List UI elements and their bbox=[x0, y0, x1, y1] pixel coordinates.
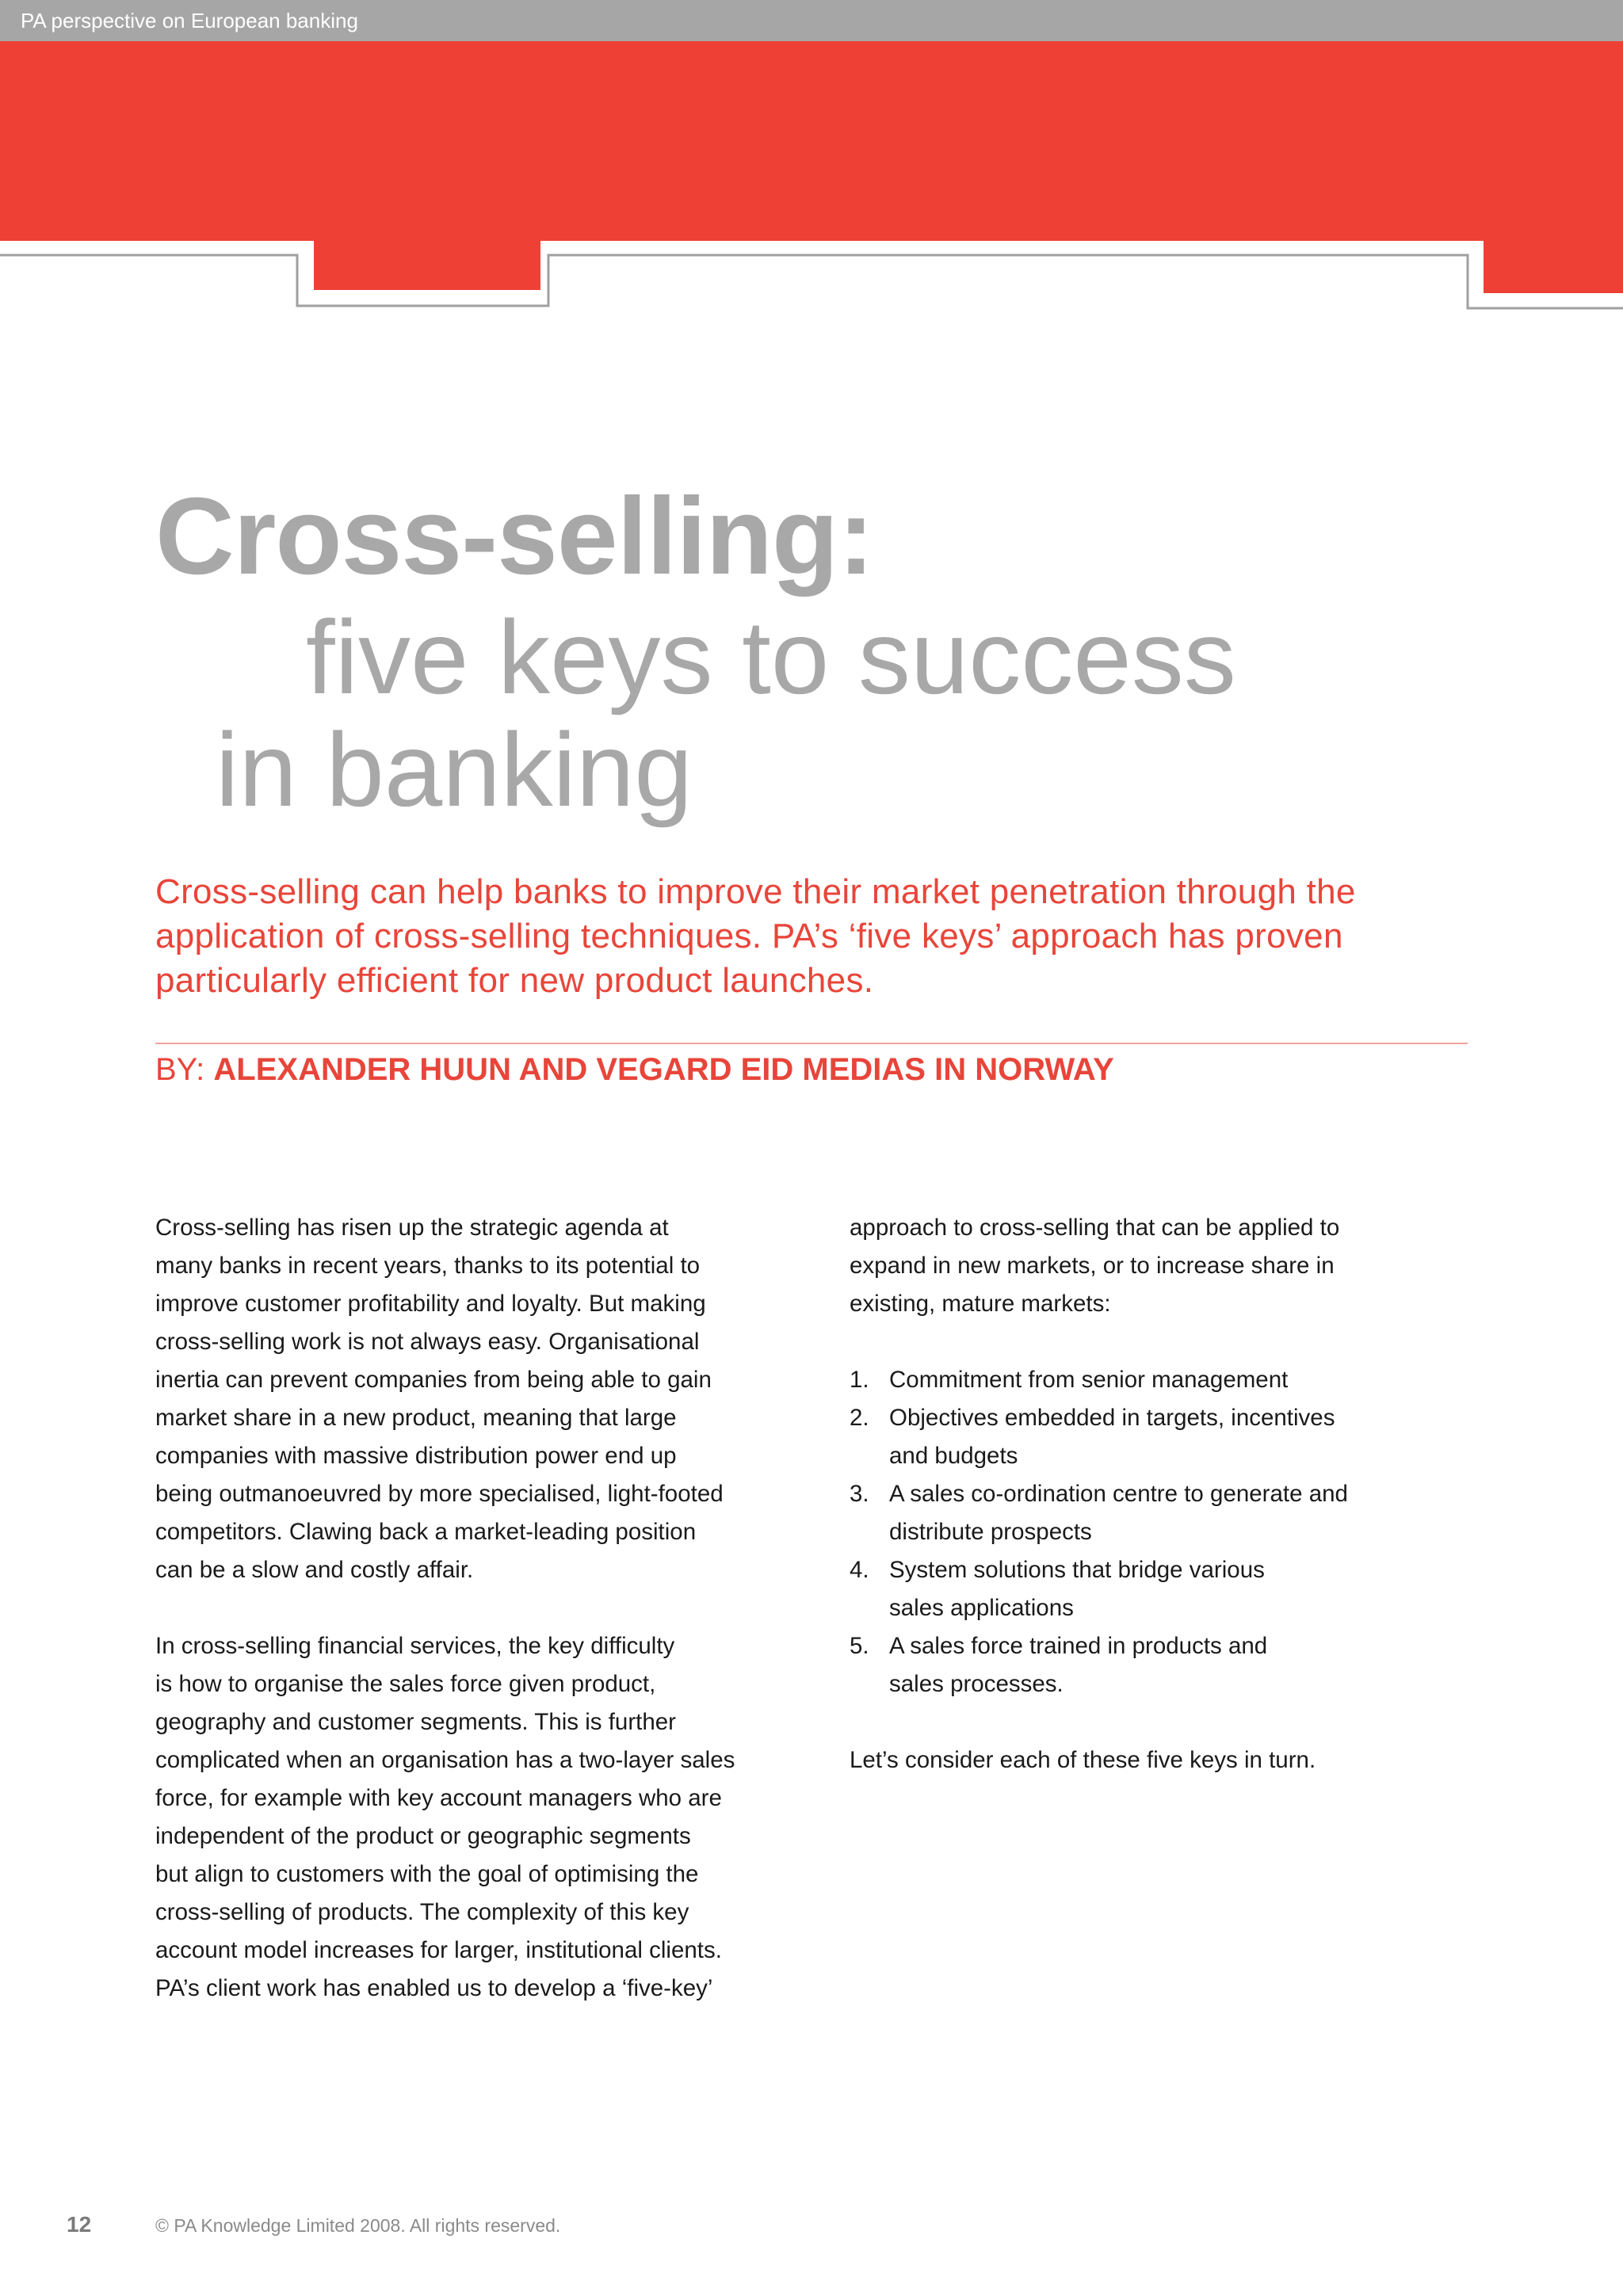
text-line: Let’s consider each of these five keys in turn. bbox=[850, 1747, 1316, 1773]
list-item bbox=[850, 1399, 1499, 1475]
body-paragraph-4 bbox=[850, 1741, 1499, 1779]
text-line: Cross-selling has risen up the strategic agenda at bbox=[155, 1215, 669, 1241]
text-line: but align to customers with the goal of optimising the bbox=[155, 1861, 699, 1887]
text-line: can be a slow and costly affair. bbox=[155, 1557, 474, 1583]
list-item-text: A sales co-ordination centre to generate and bbox=[889, 1481, 1348, 1507]
text-line: inertia can prevent companies from being able to gain bbox=[155, 1367, 712, 1393]
running-head: PA perspective on European banking bbox=[21, 9, 358, 32]
list-item-text: A sales force trained in products and bbox=[889, 1633, 1268, 1659]
text-line: competitors. Clawing back a market-leading position bbox=[155, 1519, 697, 1545]
body-paragraph-3 bbox=[850, 1209, 1499, 1323]
body-column-left bbox=[155, 1209, 805, 2008]
list-item-text: System solutions that bridge various bbox=[889, 1557, 1265, 1583]
page-number: 12 bbox=[67, 2212, 92, 2237]
list-item-text: Commitment from senior management bbox=[889, 1367, 1289, 1393]
banner-outline bbox=[0, 255, 1623, 308]
article-title-sub-2: in banking bbox=[216, 711, 693, 828]
text-line: market share in a new product, meaning that large bbox=[155, 1405, 677, 1431]
text-line: force, for example with key account managers who are bbox=[155, 1785, 722, 1811]
body-column-right bbox=[850, 1209, 1499, 1779]
banner-graphic bbox=[0, 41, 1623, 318]
body-paragraph-2 bbox=[155, 1627, 805, 2008]
text-line: account model increases for larger, institutional clients. bbox=[155, 1937, 722, 1963]
byline bbox=[155, 1052, 1114, 1088]
text-line: companies with massive distribution power end up bbox=[155, 1443, 677, 1469]
text-line: expand in new markets, or to increase share in bbox=[850, 1253, 1335, 1279]
text-line: independent of the product or geographic segments bbox=[155, 1823, 691, 1849]
list-item-text: sales processes. bbox=[889, 1671, 1064, 1697]
list-item-text: distribute prospects bbox=[889, 1519, 1092, 1545]
list-item-text: Objectives embedded in targets, incentives bbox=[889, 1405, 1335, 1431]
copyright-notice: © PA Knowledge Limited 2008. All rights reserved. bbox=[155, 2215, 561, 2236]
list-item bbox=[850, 1361, 1499, 1399]
byline-authors: ALEXANDER HUUN AND VEGARD EID MEDIAS IN NORWAY bbox=[213, 1052, 1114, 1087]
list-number: 5. bbox=[850, 1633, 869, 1659]
text-line: is how to organise the sales force given product, bbox=[155, 1671, 656, 1697]
text-line: existing, mature markets: bbox=[850, 1291, 1111, 1317]
byline-prefix: BY: bbox=[155, 1052, 214, 1087]
running-head-bar bbox=[0, 0, 1623, 41]
text-line: In cross-selling financial services, the key difficulty bbox=[155, 1633, 675, 1659]
list-item-text: and budgets bbox=[889, 1443, 1018, 1469]
text-line: many banks in recent years, thanks to its potential to bbox=[155, 1253, 701, 1279]
text-line: improve customer profitability and loyalty. But making bbox=[155, 1291, 706, 1317]
body-paragraph-1 bbox=[155, 1209, 805, 1589]
article-title-main: Cross-selling: bbox=[155, 475, 874, 597]
list-item-text: sales applications bbox=[889, 1595, 1074, 1621]
text-line: approach to cross-selling that can be applied to bbox=[850, 1215, 1340, 1241]
divider-rule bbox=[155, 1043, 1468, 1044]
text-line: complicated when an organisation has a two-layer sales bbox=[155, 1747, 735, 1773]
standfirst: Cross-selling can help banks to improve their market penetration through the application of cross-selling techniques. PA’s ‘five keys’ approach has proven particularly efficient for new product launches. bbox=[155, 872, 1356, 1000]
article-title-sub-1: five keys to success bbox=[306, 599, 1236, 715]
text-line: geography and customer segments. This is further bbox=[155, 1709, 676, 1735]
list-number: 1. bbox=[850, 1367, 869, 1393]
text-line: cross-selling work is not always easy. Organisational bbox=[155, 1329, 700, 1355]
text-line: cross-selling of products. The complexity of this key bbox=[155, 1899, 689, 1925]
list-number: 2. bbox=[850, 1405, 869, 1431]
list-item bbox=[850, 1551, 1499, 1627]
list-number: 3. bbox=[850, 1481, 869, 1507]
list-item bbox=[850, 1475, 1499, 1551]
list-number: 4. bbox=[850, 1557, 869, 1583]
text-line: PA’s client work has enabled us to develop a ‘five-key’ bbox=[155, 1975, 713, 2001]
five-keys-list bbox=[850, 1361, 1499, 1703]
text-line: being outmanoeuvred by more specialised, light-footed bbox=[155, 1481, 724, 1507]
list-item bbox=[850, 1627, 1499, 1703]
